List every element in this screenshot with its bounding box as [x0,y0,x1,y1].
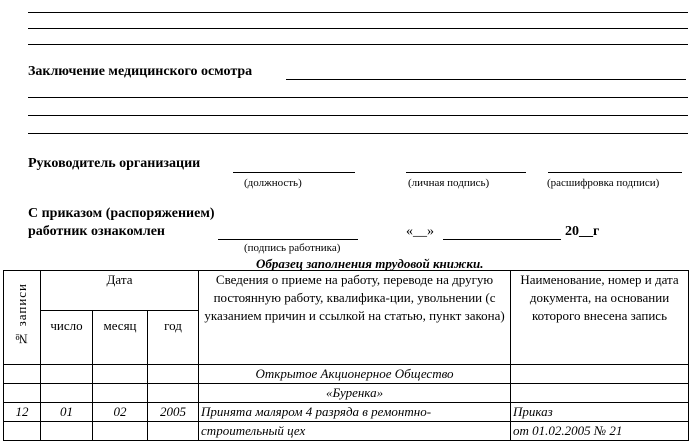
cell-month [93,365,148,384]
blank-line [28,133,688,134]
blank-line [28,97,688,98]
worker-signature-line [218,239,358,240]
cell-doc: от 01.02.2005 № 21 [511,422,689,441]
cell-month: 02 [93,403,148,422]
cell-month [93,422,148,441]
cell-day [41,384,93,403]
header-day: число [41,311,93,365]
cell-year [148,365,199,384]
date-month-line [443,239,561,240]
work-book-table [3,270,689,441]
decryption-line [548,172,682,173]
cell-year: 2005 [148,403,199,422]
cell-num [4,365,41,384]
order-label-1: С приказом (распоряжением) [28,206,215,221]
cell-day [41,422,93,441]
cell-info: «Буренка» [199,384,511,403]
medical-exam-line [286,79,686,80]
header-date: Дата [41,271,199,311]
cell-day: 01 [41,403,93,422]
table-row [4,422,689,441]
cell-year [148,384,199,403]
sample-title: Образец заполнения трудовой книжки. [256,256,484,271]
date-day: «__» [406,224,434,239]
cell-month [93,384,148,403]
cell-num [4,422,41,441]
cell-year [148,422,199,441]
position-line [233,172,355,173]
cell-day [41,365,93,384]
worker-signature-caption: (подпись работника) [244,242,341,254]
date-year: 20__г [565,224,600,239]
blank-line [28,12,688,13]
cell-doc [511,365,689,384]
head-label: Руководитель организации [28,156,201,171]
table-row [4,384,689,403]
header-record-number: № записи [4,271,41,365]
cell-num: 12 [4,403,41,422]
position-caption: (должность) [244,177,302,189]
cell-num [4,384,41,403]
blank-line [28,44,688,45]
signature-caption: (личная подпись) [408,177,490,189]
blank-line [28,115,688,116]
cell-info: Принята маляром 4 разряда в ремонтно- [199,403,511,422]
table-row [4,365,689,384]
blank-line [28,28,688,29]
cell-doc: Приказ [511,403,689,422]
table-row [4,403,689,422]
header-month: месяц [93,311,148,365]
header-document: Наименование, номер и дата документа, на основании которого внесена запись [511,271,689,365]
medical-exam-label: Заключение медицинского осмотра [28,64,253,79]
cell-doc [511,384,689,403]
signature-line [406,172,526,173]
header-year: год [148,311,199,365]
cell-info: Открытое Акционерное Общество [199,365,511,384]
decryption-caption: (расшифровка подписи) [547,177,660,189]
header-info: Сведения о приеме на работу, переводе на другую постоянную работу, квалифика-ции, увольнении (с указанием причин и ссылкой на статью, пункт закона) [199,271,511,365]
cell-info: строительный цех [199,422,511,441]
order-label-2: работник ознакомлен [28,224,165,239]
